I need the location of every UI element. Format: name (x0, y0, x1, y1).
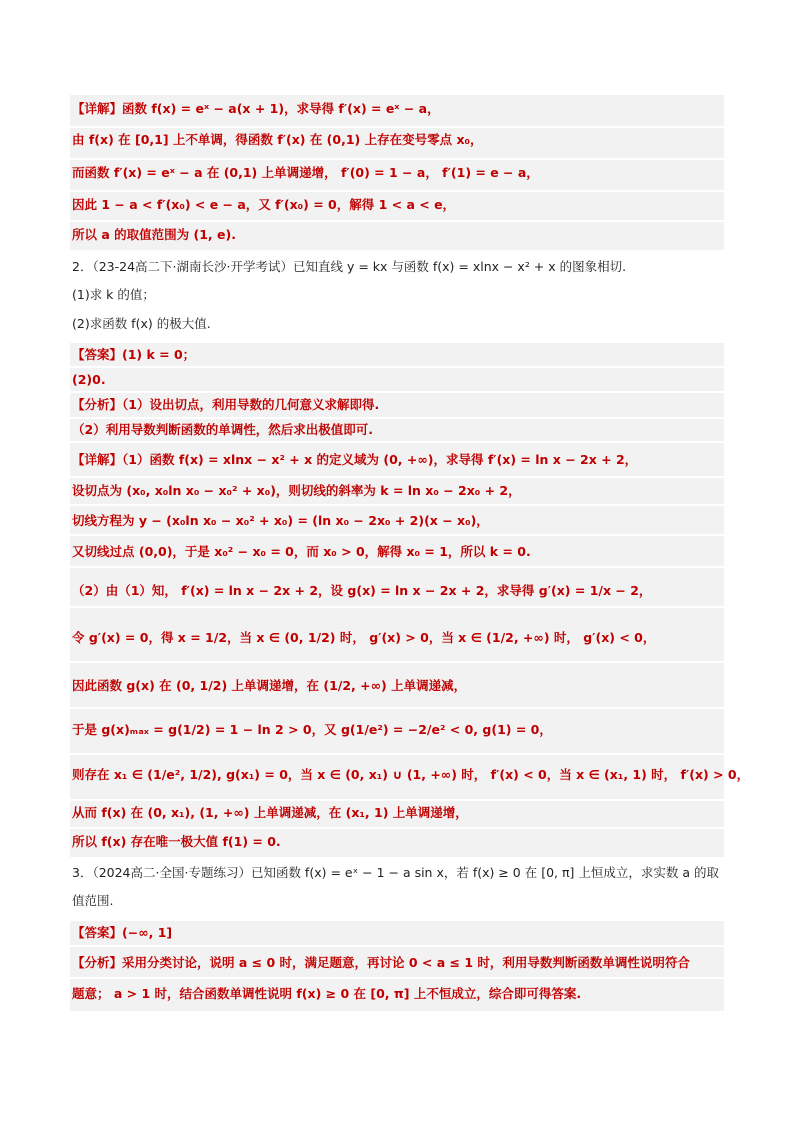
detail-line: 于是 g(x)ₘₐₓ = g(1/2) = 1 − ln 2 > 0，又 g(1/e²) = −2/e² < 0, g(1) = 0， (72, 722, 552, 737)
question-3-cont: 值范围. (72, 893, 114, 908)
solution-line: 所以 a 的取值范围为 (1, e). (72, 227, 236, 242)
detail-tag: 【详解】 (72, 452, 123, 467)
analysis-line: 题意； a > 1 时，结合函数单调性说明 f(x) ≥ 0 在 [0, π] 上不恒成立，综合即可得答案. (72, 986, 582, 1001)
answer-line: 【答案】(1) k = 0； (72, 347, 196, 362)
answer-line: (2)0. (72, 372, 106, 387)
answer-tag: 【答案】 (72, 925, 123, 940)
analysis-tag: 【分析】 (72, 955, 123, 970)
solution-line: 而函数 f′(x) = eˣ − a 在 (0,1) 上单调递增， f′(0) = 1 − a， f′(1) = e − a， (72, 165, 539, 180)
solution-line: 【详解】函数 f(x) = eˣ − a(x + 1)，求导得 f′(x) = eˣ − a， (72, 101, 440, 116)
analysis-line: 【分析】采用分类讨论，说明 a ≤ 0 时，满足题意，再讨论 0 < a ≤ 1 时，利用导数判断函数单调性说明符合 (72, 955, 690, 970)
question-2-part-2: (2)求函数 f(x) 的极大值. (72, 316, 211, 331)
question-2-part-1: (1)求 k 的值； (72, 287, 155, 302)
analysis-line: 【分析】（1）设出切点，利用导数的几何意义求解即得. (72, 397, 380, 412)
question-3: 3．（2024高二·全国·专题练习）已知函数 f(x) = eˣ − 1 − a sin x，若 f(x) ≥ 0 在 [0, π] 上恒成立，求实数 a 的取 (72, 865, 719, 880)
detail-line: 所以 f(x) 存在唯一极大值 f(1) = 0. (72, 834, 281, 849)
detail-line: 设切点为 (x₀, x₀ln x₀ − x₀² + x₀)，则切线的斜率为 k = ln x₀ − 2x₀ + 2， (72, 483, 521, 498)
detail-line: 【详解】（1）函数 f(x) = xlnx − x² + x 的定义域为 (0, +∞)，求导得 f′(x) = ln x − 2x + 2， (72, 452, 638, 467)
solution-line: 因此 1 − a < f′(x₀) < e − a，又 f′(x₀) = 0，解得 1 < a < e， (72, 197, 456, 212)
answer-tag: 【答案】 (72, 347, 123, 362)
detail-line: （2）由（1）知， f′(x) = ln x − 2x + 2，设 g(x) = ln x − 2x + 2，求导得 g′(x) = 1/x − 2， (72, 583, 652, 598)
detail-tag: 【详解】 (72, 101, 123, 116)
detail-line: 令 g′(x) = 0，得 x = 1/2，当 x ∈ (0, 1/2) 时， g′(x) > 0，当 x ∈ (1/2, +∞) 时， g′(x) < 0， (72, 630, 656, 645)
analysis-tag: 【分析】 (72, 397, 123, 412)
detail-line: 因此函数 g(x) 在 (0, 1/2) 上单调递增，在 (1/2, +∞) 上单调递减， (72, 678, 467, 693)
solution-line: 由 f(x) 在 [0,1] 上不单调，得函数 f′(x) 在 (0,1) 上存在变号零点 x₀， (72, 132, 483, 147)
detail-line: 则存在 x₁ ∈ (1/e², 1/2), g(x₁) = 0，当 x ∈ (0, x₁) ∪ (1, +∞) 时， f′(x) < 0，当 x ∈ (x₁, 1) 时， f′(x) > 0， (72, 767, 750, 782)
answer-line: 【答案】(−∞, 1] (72, 925, 173, 940)
detail-line: 又切线过点 (0,0)，于是 x₀² − x₀ = 0，而 x₀ > 0，解得 x₀ = 1，所以 k = 0. (72, 544, 531, 559)
analysis-line: （2）利用导数判断函数的单调性，然后求出极值即可. (72, 422, 373, 437)
detail-line: 切线方程为 y − (x₀ln x₀ − x₀² + x₀) = (ln x₀ − 2x₀ + 2)(x − x₀)， (72, 513, 489, 528)
question-2: 2．（23-24高二下·湖南长沙·开学考试）已知直线 y = kx 与函数 f(x) = xlnx − x² + x 的图象相切. (72, 259, 627, 274)
detail-line: 从而 f(x) 在 (0, x₁), (1, +∞) 上单调递减，在 (x₁, 1) 上单调递增， (72, 805, 468, 820)
